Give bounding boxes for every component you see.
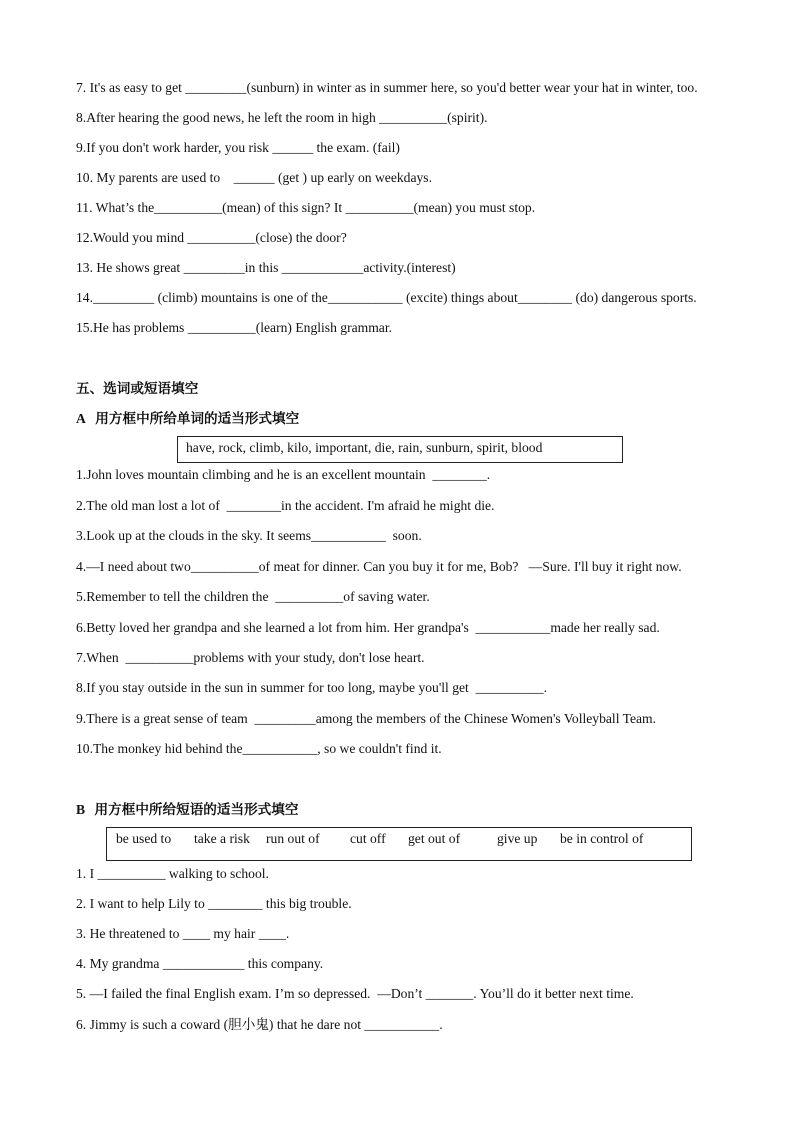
question-line: 12.Would you mind __________(close) the door?	[76, 230, 347, 245]
question-line: 13. He shows great _________in this ____________activity.(interest)	[76, 260, 456, 275]
phrase-item: be in control of	[560, 831, 644, 846]
question-line: 2. I want to help Lily to ________ this big trouble.	[76, 896, 352, 911]
part-a-letter: A	[76, 411, 86, 426]
phrase-item: cut off	[350, 831, 386, 846]
word-box	[177, 436, 623, 463]
part-b-heading	[76, 801, 298, 819]
question-line: 4.—I need about two__________of meat for dinner. Can you buy it for me, Bob? —Sure. I'll buy it right now.	[76, 559, 682, 574]
question-line: 5.Remember to tell the children the __________of saving water.	[76, 589, 430, 604]
phrase-item: give up	[497, 831, 538, 846]
question-line: 10.The monkey hid behind the___________, so we couldn't find it.	[76, 741, 442, 756]
part-a-title: 用方框中所给单词的适当形式填空	[95, 411, 300, 427]
question-line: 9.There is a great sense of team _________among the members of the Chinese Women's Volleyball Team.	[76, 711, 657, 726]
question-line: 6. Jimmy is such a coward (胆小鬼) that he dare not ___________.	[76, 1017, 443, 1032]
question-line: 6.Betty loved her grandpa and she learned a lot from him. Her grandpa's ___________made her really sad.	[76, 620, 660, 635]
phrase-item: get out of	[408, 831, 461, 846]
question-line: 1. I __________ walking to school.	[76, 866, 269, 881]
question-line: 11. What’s the__________(mean) of this sign? It __________(mean) you must stop.	[76, 200, 536, 215]
section-title: 五、选词或短语填空	[76, 381, 199, 397]
question-line: 2.The old man lost a lot of ________in the accident. I'm afraid he might die.	[76, 498, 495, 513]
phrase-box	[106, 827, 692, 861]
question-line: 7. It's as easy to get _________(sunburn) in winter as in summer here, so you'd better wear your hat in winter, too.	[76, 80, 698, 95]
question-line: 1.John loves mountain climbing and he is an excellent mountain ________.	[76, 467, 491, 482]
question-line: 5. —I failed the final English exam. I’m so depressed. —Don’t _______. You’ll do it better next time.	[76, 986, 634, 1001]
phrase-item: take a risk	[194, 831, 250, 846]
part-b-title: 用方框中所给短语的适当形式填空	[94, 802, 299, 818]
question-line: 10. My parents are used to ______ (get ) up early on weekdays.	[76, 170, 432, 185]
question-line: 9.If you don't work harder, you risk ______ the exam. (fail)	[76, 140, 400, 155]
word-box-text: have, rock, climb, kilo, important, die, rain, sunburn, spirit, blood	[186, 440, 543, 455]
question-line: 3. He threatened to ____ my hair ____.	[76, 926, 290, 941]
part-a-heading	[76, 410, 299, 428]
question-line: 7.When __________problems with your study, don't lose heart.	[76, 650, 425, 665]
question-line: 15.He has problems __________(learn) English grammar.	[76, 320, 392, 335]
question-line: 8.After hearing the good news, he left the room in high __________(spirit).	[76, 110, 488, 125]
part-b-letter: B	[76, 802, 86, 817]
question-line: 3.Look up at the clouds in the sky. It seems___________ soon.	[76, 528, 422, 543]
question-line: 8.If you stay outside in the sun in summer for too long, maybe you'll get __________.	[76, 680, 548, 695]
question-line: 14._________ (climb) mountains is one of the___________ (excite) things about________ (do) dangerous sports.	[76, 290, 697, 305]
question-line: 4. My grandma ____________ this company.	[76, 956, 324, 971]
phrase-item: run out of	[266, 831, 320, 846]
phrase-item: be used to	[116, 831, 172, 846]
